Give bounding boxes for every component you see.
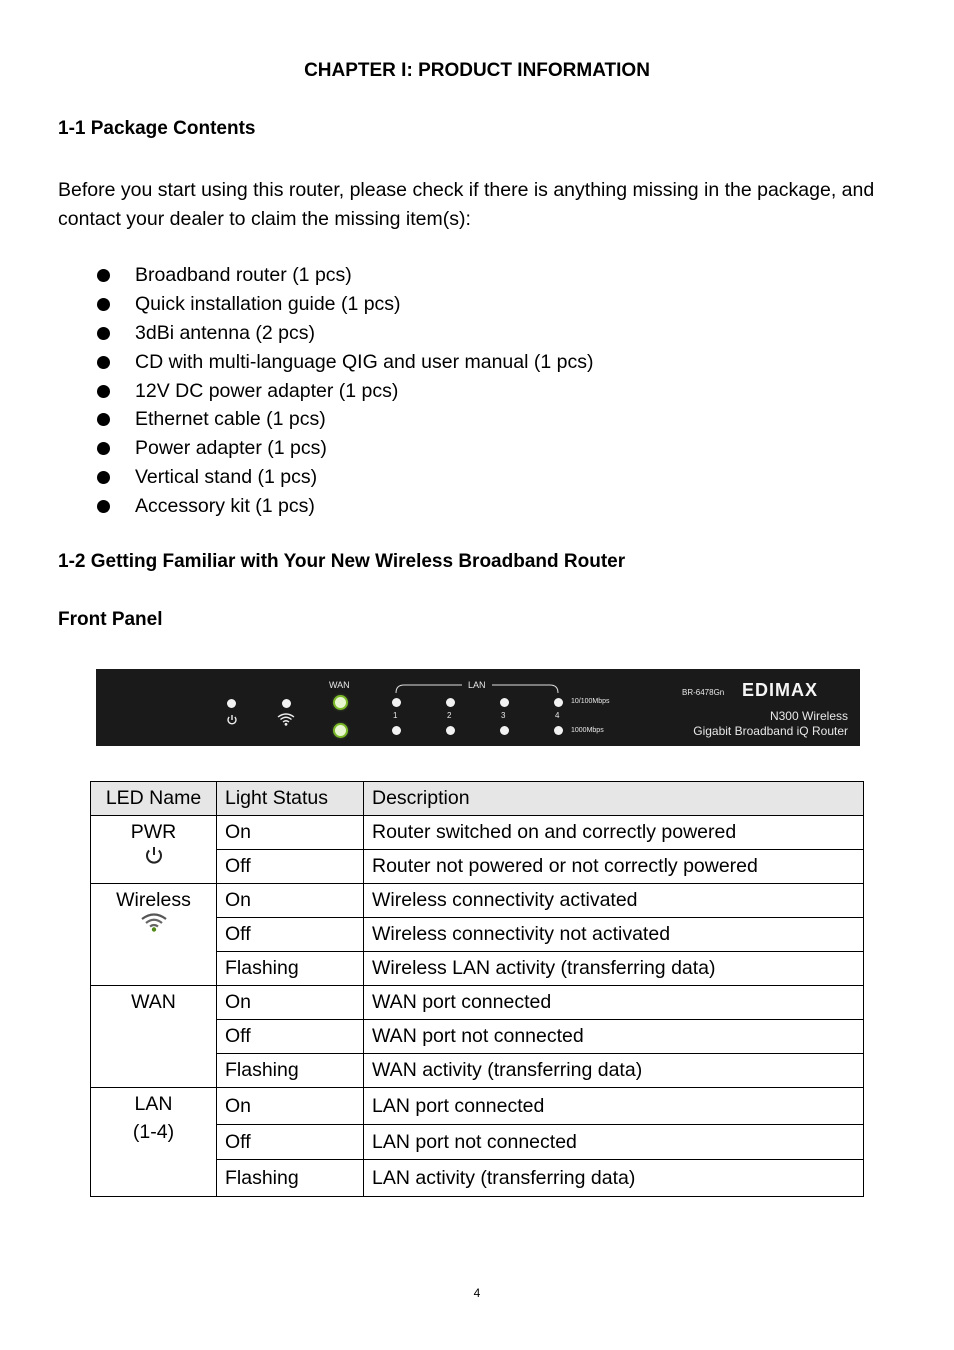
description-cell: WAN port not connected xyxy=(364,1020,864,1054)
description-cell: Wireless connectivity activated xyxy=(364,884,864,918)
lan2-led-top xyxy=(446,698,455,707)
lan4-led-top xyxy=(554,698,563,707)
brand-logo: EDIMAX xyxy=(742,680,819,700)
header-led-name: LED Name xyxy=(91,782,217,816)
description-cell: Router switched on and correctly powered xyxy=(364,816,864,850)
status-cell: Off xyxy=(217,918,364,952)
description-cell: LAN port not connected xyxy=(364,1125,864,1160)
status-cell: Off xyxy=(217,850,364,884)
lan1-led-bottom xyxy=(392,726,401,735)
list-item xyxy=(97,463,593,492)
led-status-table xyxy=(90,781,864,1197)
lan1-led-top xyxy=(392,698,401,707)
status-cell: Flashing xyxy=(217,1054,364,1088)
list-item xyxy=(97,319,593,348)
pwr-led xyxy=(227,699,236,708)
list-item xyxy=(97,261,593,290)
list-item-label: Quick installation guide (1 pcs) xyxy=(135,292,401,315)
list-item-label: 3dBi antenna (2 pcs) xyxy=(135,321,315,344)
list-item xyxy=(97,348,593,377)
wifi-icon xyxy=(277,712,295,726)
wan-label: WAN xyxy=(329,680,350,690)
led-name-cell-lan xyxy=(91,1088,217,1197)
table-row xyxy=(91,1088,864,1125)
status-cell: Flashing xyxy=(217,952,364,986)
led-name-lan: LAN xyxy=(134,1093,173,1115)
bullet-icon xyxy=(97,442,110,455)
description-cell: WAN port connected xyxy=(364,986,864,1020)
list-item-label: CD with multi-language QIG and user manual (1 pcs) xyxy=(135,350,594,373)
list-item-label: 12V DC power adapter (1 pcs) xyxy=(135,379,399,402)
description-cell: LAN port connected xyxy=(364,1088,864,1125)
front-panel-heading: Front Panel xyxy=(58,609,163,630)
chapter-title: CHAPTER I: PRODUCT INFORMATION xyxy=(304,60,650,81)
lan-port-4-number: 4 xyxy=(555,711,560,720)
description-cell: Wireless connectivity not activated xyxy=(364,918,864,952)
header-light-status: Light Status xyxy=(217,782,364,816)
product-line-2: Gigabit Broadband iQ Router xyxy=(693,724,848,738)
table-row xyxy=(91,884,864,918)
power-icon xyxy=(144,845,164,867)
status-cell: Off xyxy=(217,1020,364,1054)
wifi-icon xyxy=(140,912,168,932)
intro-paragraph: Before you start using this router, please check if there is anything missing in the package, and contact your dealer to claim the missing item(s): xyxy=(58,179,875,230)
bullet-icon xyxy=(97,269,110,282)
led-name-lan-range: (1-4) xyxy=(132,1121,175,1143)
status-cell: On xyxy=(217,884,364,918)
status-cell: Flashing xyxy=(217,1160,364,1197)
wireless-led xyxy=(282,699,291,708)
list-item xyxy=(97,290,593,319)
table-header-row xyxy=(91,782,864,816)
section-heading-getting-familiar: 1-2 Getting Familiar with Your New Wireless Broadband Router xyxy=(58,551,626,572)
list-item xyxy=(97,434,593,463)
lan-port-3-number: 3 xyxy=(501,711,506,720)
status-cell: Off xyxy=(217,1125,364,1160)
list-item xyxy=(97,405,593,434)
description-cell: LAN activity (transferring data) xyxy=(364,1160,864,1197)
description-cell: WAN activity (transferring data) xyxy=(364,1054,864,1088)
bullet-icon xyxy=(97,385,110,398)
lan3-led-top xyxy=(500,698,509,707)
list-item-label: Accessory kit (1 pcs) xyxy=(135,495,315,518)
led-name-cell-pwr xyxy=(91,816,217,884)
lan-port-2-number: 2 xyxy=(447,711,452,720)
description-cell: Wireless LAN activity (transferring data) xyxy=(364,952,864,986)
list-item-label: Vertical stand (1 pcs) xyxy=(135,466,318,489)
package-contents-list xyxy=(97,261,593,521)
led-name-wireless: Wireless xyxy=(116,889,191,911)
list-item xyxy=(97,492,593,521)
led-name-cell-wireless xyxy=(91,884,217,986)
model-number: BR-6478Gn xyxy=(682,688,725,697)
bullet-icon xyxy=(97,471,110,484)
bullet-icon xyxy=(97,327,110,340)
bullet-icon xyxy=(97,298,110,311)
lan-label: LAN xyxy=(468,680,486,690)
section-heading-package-contents: 1-1 Package Contents xyxy=(58,118,256,139)
status-cell: On xyxy=(217,816,364,850)
lan3-led-bottom xyxy=(500,726,509,735)
bullet-icon xyxy=(97,413,110,426)
product-line-1: N300 Wireless xyxy=(769,709,848,723)
wan-led-top xyxy=(335,697,346,708)
wan-led-bottom xyxy=(335,725,346,736)
led-name-wan: WAN xyxy=(131,991,176,1013)
list-item xyxy=(97,377,593,406)
power-icon xyxy=(226,714,238,726)
list-item-label: Ethernet cable (1 pcs) xyxy=(135,408,326,431)
description-cell: Router not powered or not correctly powered xyxy=(364,850,864,884)
speed-label-top: 10/100Mbps xyxy=(571,698,610,705)
bullet-icon xyxy=(97,500,110,513)
speed-label-bottom: 1000Mbps xyxy=(571,727,604,734)
front-panel-image xyxy=(96,669,860,746)
lan2-led-bottom xyxy=(446,726,455,735)
table-row xyxy=(91,816,864,850)
list-item-label: Power adapter (1 pcs) xyxy=(135,437,327,460)
led-name-pwr: PWR xyxy=(130,821,177,843)
bullet-icon xyxy=(97,356,110,369)
status-cell: On xyxy=(217,1088,364,1125)
lan4-led-bottom xyxy=(554,726,563,735)
list-item-label: Broadband router (1 pcs) xyxy=(135,264,352,286)
led-name-cell-wan xyxy=(91,986,217,1088)
status-cell: On xyxy=(217,986,364,1020)
table-row xyxy=(91,986,864,1020)
header-description: Description xyxy=(364,782,864,816)
lan-port-1-number: 1 xyxy=(393,711,398,720)
page-number: 4 xyxy=(473,1286,481,1300)
